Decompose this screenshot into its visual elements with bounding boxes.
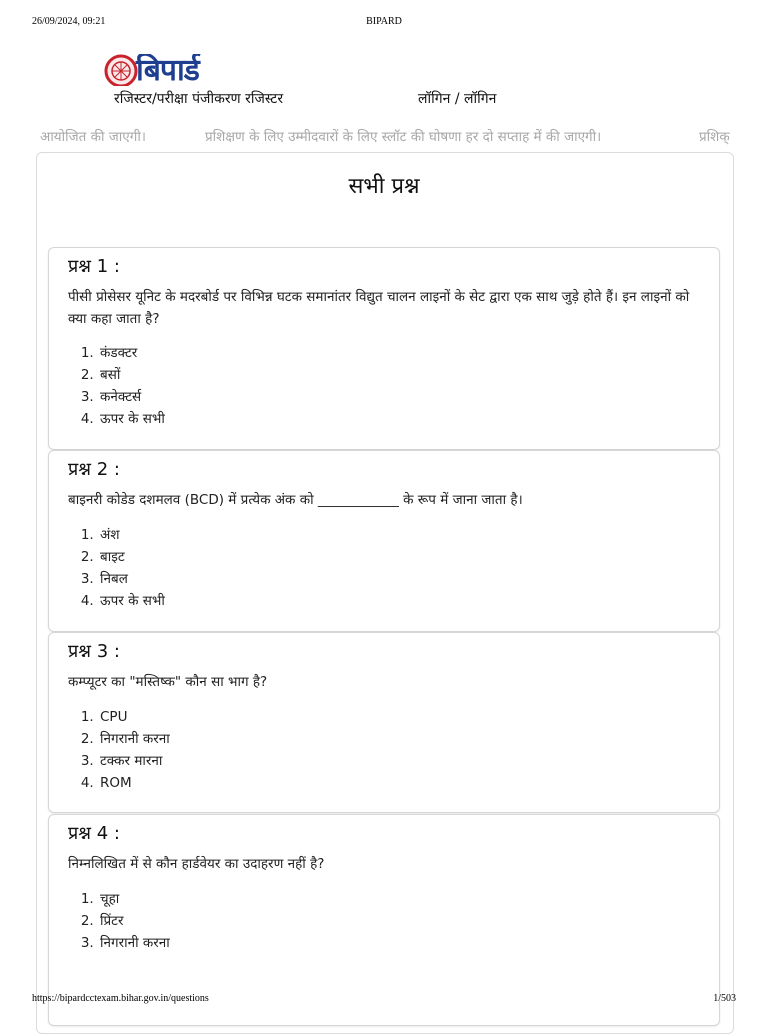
option-item: 3. निबल <box>98 568 165 590</box>
announcement-marquee <box>36 127 732 149</box>
marquee-segment: प्रशिक्षण के लिए उम्मीदवारों के लिए स्लॉट की घोषणा हर दो सप्ताह में की जाएगी। <box>205 129 602 145</box>
print-page-number: 1/503 <box>713 993 736 1004</box>
option-item: 2. निगरानी करना <box>98 728 170 750</box>
option-item: 1. CPU <box>98 706 170 728</box>
register-link[interactable]: रजिस्टर/परीक्षा पंजीकरण रजिस्टर <box>114 91 284 107</box>
print-url: https://bipardcctexam.bihar.gov.in/questions <box>32 993 209 1004</box>
question-heading: प्रश्न 2 : <box>68 459 120 480</box>
question-text: बाइनरी कोडेड दशमलव (BCD) में प्रत्येक अंक को ____________ के रूप में जाना जाता है। <box>68 492 523 508</box>
question-heading: प्रश्न 3 : <box>68 641 120 662</box>
option-item: 3. टक्कर मारना <box>98 750 170 772</box>
option-item: 2. बाइट <box>98 546 165 568</box>
option-item: 2. बसों <box>98 364 165 386</box>
option-item: 3. कनेक्टर्स <box>98 386 165 408</box>
question-text: निम्नलिखित में से कौन हार्डवेयर का उदाहरण नहीं है? <box>68 856 325 872</box>
option-item: 1. चूहा <box>98 888 170 910</box>
logo-text: बिपार्ड <box>136 54 199 86</box>
option-item: 4. ऊपर के सभी <box>98 408 165 430</box>
question-card <box>48 632 720 813</box>
option-item: 1. कंडक्टर <box>98 342 165 364</box>
options-list <box>68 706 170 794</box>
print-doc-title: BIPARD <box>366 16 402 27</box>
question-heading: प्रश्न 4 : <box>68 823 120 844</box>
options-list <box>68 888 170 954</box>
print-header <box>0 16 768 32</box>
option-item: 3. निगरानी करना <box>98 932 170 954</box>
option-item: 1. अंश <box>98 524 165 546</box>
marquee-segment: आयोजित की जाएगी। <box>40 129 146 145</box>
bipard-logo[interactable] <box>104 54 244 86</box>
login-link[interactable]: लॉगिन / लॉगिन <box>418 91 497 107</box>
option-item: 4. ROM <box>98 772 170 794</box>
option-item: 4. ऊपर के सभी <box>98 590 165 612</box>
question-card <box>48 247 720 450</box>
options-list <box>68 524 165 612</box>
emblem-icon <box>104 54 138 86</box>
option-item: 2. प्रिंटर <box>98 910 170 932</box>
question-heading: प्रश्न 1 : <box>68 256 120 277</box>
print-footer <box>0 993 768 1009</box>
question-text: कम्प्यूटर का "मस्तिष्क" कौन सा भाग है? <box>68 674 268 690</box>
print-datetime: 26/09/2024, 09:21 <box>32 16 106 27</box>
question-card <box>48 450 720 632</box>
marquee-segment: प्रशिक् <box>699 129 730 145</box>
options-list <box>68 342 165 430</box>
page-title: सभी प्रश्न <box>348 174 420 199</box>
question-text: पीसी प्रोसेसर यूनिट के मदरबोर्ड पर विभिन्न घटक समानांतर विद्युत चालन लाइनों के सेट द्वारा एक साथ जुड़े होते हैं। इन लाइनों को क्या कहा जाता है? <box>68 289 690 327</box>
